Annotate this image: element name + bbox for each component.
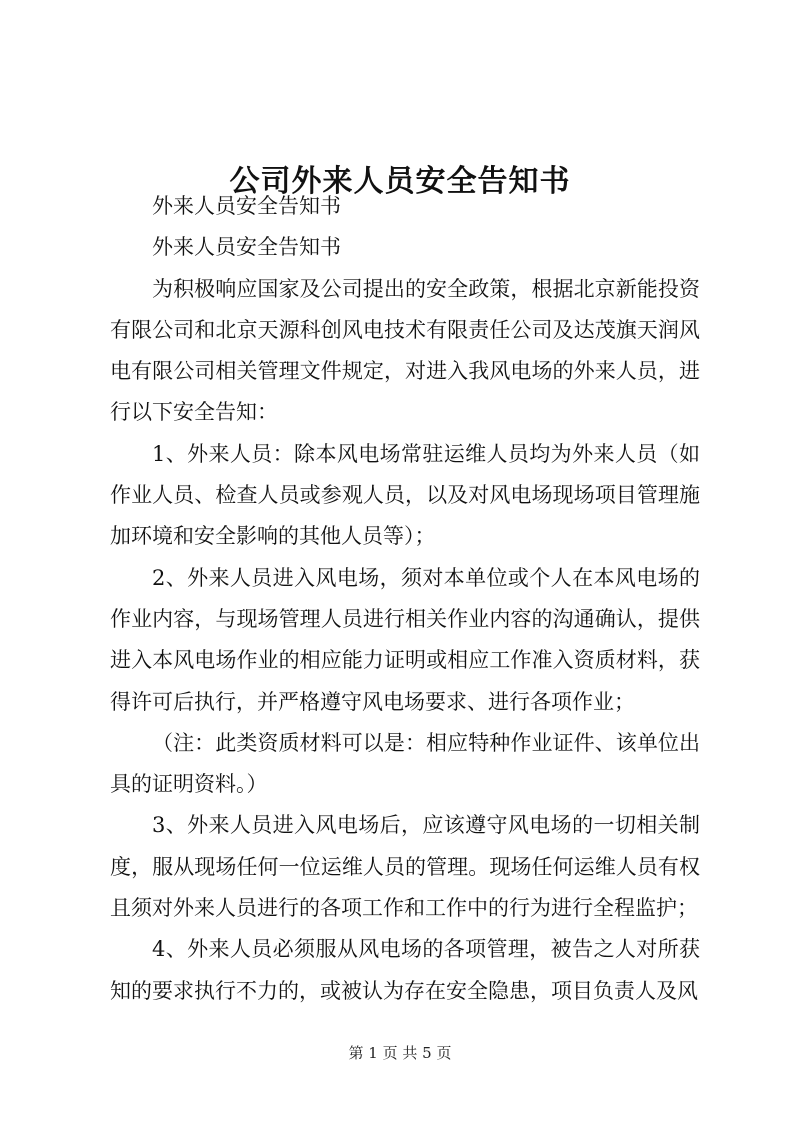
document-body (110, 186, 700, 1012)
paragraph-item-3: 3、外来人员进入风电场后，应该遵守风电场的一切相关制度，服从现场任何一位运维人员的管理。现场任何运维人员有权且须对外来人员进行的各项工作和工作中的行为进行全程监护； (110, 813, 700, 921)
paragraph-subtitle-1: 外来人员安全告知书 (152, 194, 341, 218)
paragraph-note: （注：此类资质材料可以是：相应特种作业证件、该单位出具的证明资料。） (110, 730, 700, 797)
page-number-footer: 第 1 页 共 5 页 (348, 1044, 452, 1062)
paragraph-intro: 为积极响应国家及公司提出的安全政策，根据北京新能投资有限公司和北京天源科创风电技术有限责任公司及达茂旗天润风电有限公司相关管理文件规定，对进入我风电场的外来人员，进行以下安全告知： (110, 276, 700, 425)
paragraph-subtitle-2: 外来人员安全告知书 (152, 235, 341, 260)
document-title: 公司外来人员安全告知书 (229, 164, 571, 200)
paragraph-item-4: 4、外来人员必须服从风电场的各项管理，被告之人对所获知的要求执行不力的，或被认为存在安全隐患，项目负责人及风 (110, 937, 700, 1003)
paragraph-item-2: 2、外来人员进入风电场，须对本单位或个人在本风电场的作业内容，与现场管理人员进行相关作业内容的沟通确认，提供进入本风电场作业的相应能力证明或相应工作准入资质材料，获得许可后执行，并严格遵守风电场要求、进行各项作业； (110, 565, 700, 714)
paragraph-item-1: 1、外来人员：除本风电场常驻运维人员均为外来人员（如作业人员、检查人员或参观人员，以及对风电场现场项目管理施加环境和安全影响的其他人员等）； (110, 441, 700, 549)
